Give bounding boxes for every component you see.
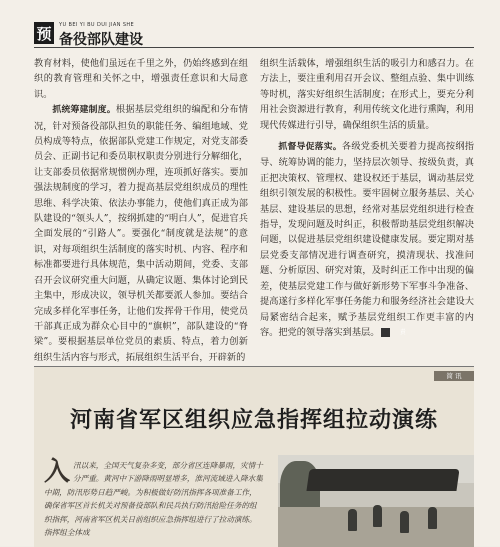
paragraph-lead: 抓统筹建制度。 xyxy=(52,105,116,116)
photo-person xyxy=(373,505,382,527)
paragraph-body: 根据基层党组织的编配和分布情况，针对预备役部队担负的职能任务、编组地域、党员构成等特点，依据部队党建工作规定，对党支部委员会、正副书记和委员职权职责分别进行分解细化，让支部委员依据常规惯例办理，连项抓好落实。要加强法规制度的学习，着力提高基层党组织成员的理性思维、科学决策、依法办事能力，使他们真正成为部队建设的“领头人”，按纲抓建的“明白人”，促进官兵全面发展的“引路人”。要强化“制度就是法规”的意识，对每项组织生活制度的落实时机、内容、程序和标准都要进行具体规范，集中活动期间，党委、支部召开会议研究重大问题，从确定议题、集体讨论到民主集中，形成决议，领导机关都要派人参加。要结合完成多样化军事任务，让他们发挥骨干作用，使党员干部真正成为群众心目中的“旗帜”，部队建设的“脊梁”。要根据基层单位党员的素质、特点，着力创新组织生活内容与形式，拓展组织生活平台，开辟新的 xyxy=(34,104,248,363)
section-pinyin: YU BEI YI BU DUI JIAN SHE xyxy=(59,22,135,28)
photo-person xyxy=(348,509,357,531)
paragraph-body: 各级党委机关要着力提高按纲指导、统筹协调的能力，坚持层次领导、按级负责，真正把决策权、管理权、建设权还于基层，调动基层党组织引领发展的积极性。要牢固树立服务基层、关心基层、建设基层的思想，经常对基层党组织进行检查指导，发现问题及时纠正，积极帮助基层党组织解决问题，以促进基层党组织建设健康发展。要定期对基层党委支部情况进行调查研究，摸清现状、找准问题、分析原因、研究对策，及时纠正工作中出现的偏差，使基层党建工作与做好新形势下军事斗争准备、提高遂行多样化军事任务能力和服务经济社会建设大局紧密结合起来，赋予基层党组织工作更丰富的内容。把党的领导落实到基层。 xyxy=(260,141,474,338)
right-column xyxy=(260,56,474,340)
paragraph xyxy=(34,102,248,365)
photo-person xyxy=(428,507,437,529)
news-photo xyxy=(278,455,474,547)
section-header xyxy=(34,10,474,50)
photo-tent xyxy=(306,469,459,491)
news-dropcap: 入 xyxy=(44,457,71,487)
paragraph: 教育材料，使他们虽远在千里之外，仍始终感到在组织的教育管理和关怀之中，增强责任意识和大局意识。 xyxy=(34,58,248,100)
news-brief-box xyxy=(34,366,474,547)
news-body xyxy=(44,459,264,539)
paragraph-lead: 抓督导促落实。 xyxy=(278,142,342,153)
header-divider xyxy=(34,47,474,48)
paragraph: 组织生活载体，增强组织生活的吸引力和感召力。在方法上，要注重利用召开会议、整组点验、集中训练等时机，落实好组织生活制度；在形式上，要充分利用社会资源进行教育，利用传统文化进行熏陶，利用现代传媒进行引导，确保组织生活的质量。 xyxy=(260,58,474,131)
section-logo: 预 xyxy=(34,22,54,44)
news-title: 河南省军区组织应急指挥组拉动演练 xyxy=(69,408,438,433)
section-title: 备役部队建设 xyxy=(59,32,143,48)
left-column xyxy=(34,56,248,365)
photo-person xyxy=(400,511,409,533)
end-mark-icon: 責 xyxy=(381,328,390,337)
news-tag: 简 讯 xyxy=(434,371,474,381)
news-body-text: 汛以来，全国天气复杂多变，部分省区连降暴雨，灾情十分严重。黄河中下游降雨明显增多，淮河流域进入降水集中期，防汛形势日趋严峻。为积极做好防汛指挥各项准备工作，确保省军区首长机关对预备役部队和民兵执行防汛抢险任务的组织指挥，河南省军区机关日前组织应急指挥组进行了拉动演练。指挥组全体成 xyxy=(44,461,263,538)
paragraph xyxy=(260,139,474,340)
